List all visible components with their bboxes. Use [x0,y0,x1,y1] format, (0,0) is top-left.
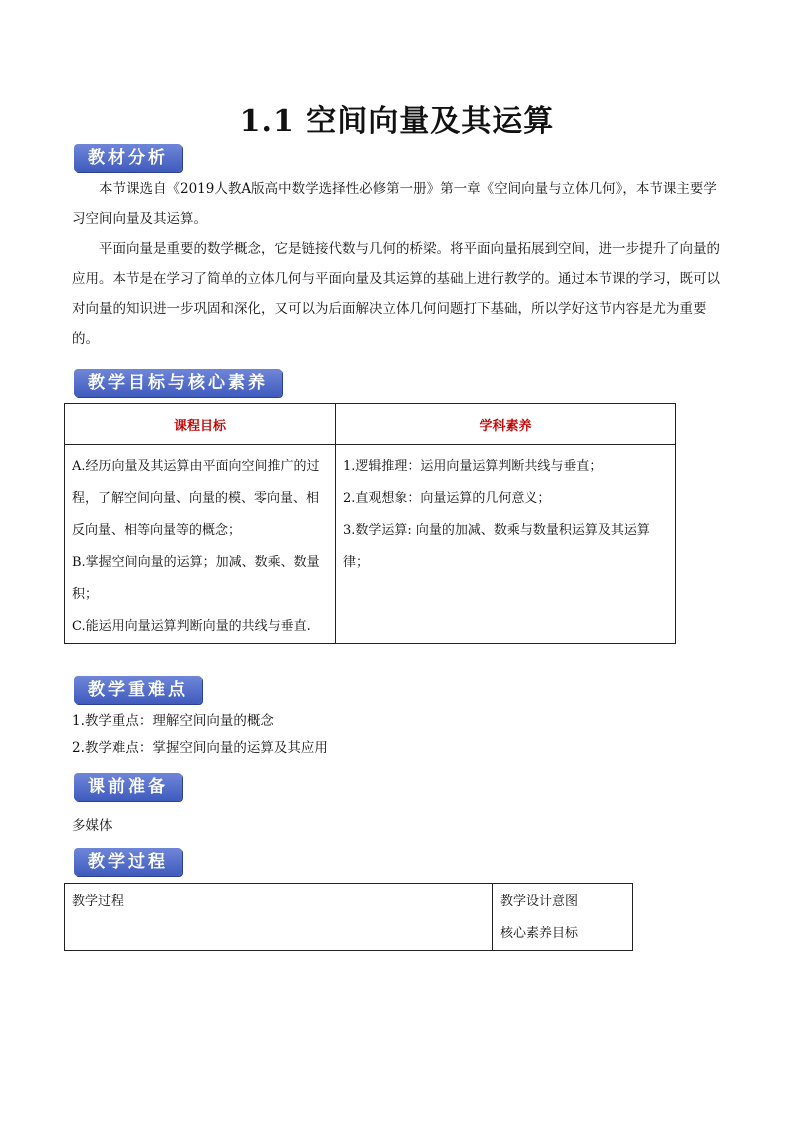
literacy-cell [336,445,676,644]
course-goal-item: C.能运用向量运算判断向量的共线与垂直. [72,619,311,634]
section-heading-goals: 教学目标与核心素养 [74,369,282,397]
literacy-item: 2.直观想象：向量运算的几何意义； [343,491,551,506]
preparation-text: 多媒体 [72,818,113,834]
course-goal-item: A.经历向量及其运算由平面向空间推广的过程，了解空间向量、向量的模、零向量、相反向量、相等向量等的概念； [72,459,320,538]
goals-table [64,403,676,644]
section-heading-analysis: 教材分析 [74,144,182,172]
course-goal-item: B.掌握空间向量的运算；加减、数乘、数量积； [72,555,320,602]
literacy-item: 1.逻辑推理：运用向量运算判断共线与垂直； [343,459,603,474]
page-title: 1.1 空间向量及其运算 [239,104,555,139]
section-heading-key-points: 教学重难点 [74,676,202,704]
course-goals-cell [65,445,336,644]
process-cell: 教学过程 [65,884,493,951]
key-point-item: 1.教学重点：理解空间向量的概念 [72,713,274,729]
section-heading-process: 教学过程 [74,848,182,876]
analysis-paragraph-2: 平面向量是重要的数学概念，它是链接代数与几何的桥梁。将平面向量拓展到空间，进一步提升了向量的应用。本节是在学习了简单的立体几何与平面向量及其运算的基础上进行教学的。通过本节课的学习，既可以对向量的知识进一步巩固和深化，又可以为后面解决立体几何问题打下基础，所以学好这节内容是尤为重要的。 [72,241,720,347]
core-literacy-label: 核心素养目标 [500,926,579,941]
analysis-paragraph-1: 本节课选自《2019人教A版高中数学选择性必修第一册》第一章《空间向量与立体几何》，本节课主要学习空间向量及其运算。 [72,181,717,227]
section-heading-preparation: 课前准备 [74,773,182,801]
goals-header-course: 课程目标 [65,404,336,445]
goals-header-literacy: 学科素养 [336,404,676,445]
design-intent-label: 教学设计意图 [500,894,579,909]
key-point-item: 2.教学难点：掌握空间向量的运算及其应用 [72,740,328,756]
process-table [64,883,633,951]
design-intent-cell [493,884,633,951]
literacy-item: 3.数学运算: 向量的加减、数乘与数量积运算及其运算律； [343,523,650,570]
